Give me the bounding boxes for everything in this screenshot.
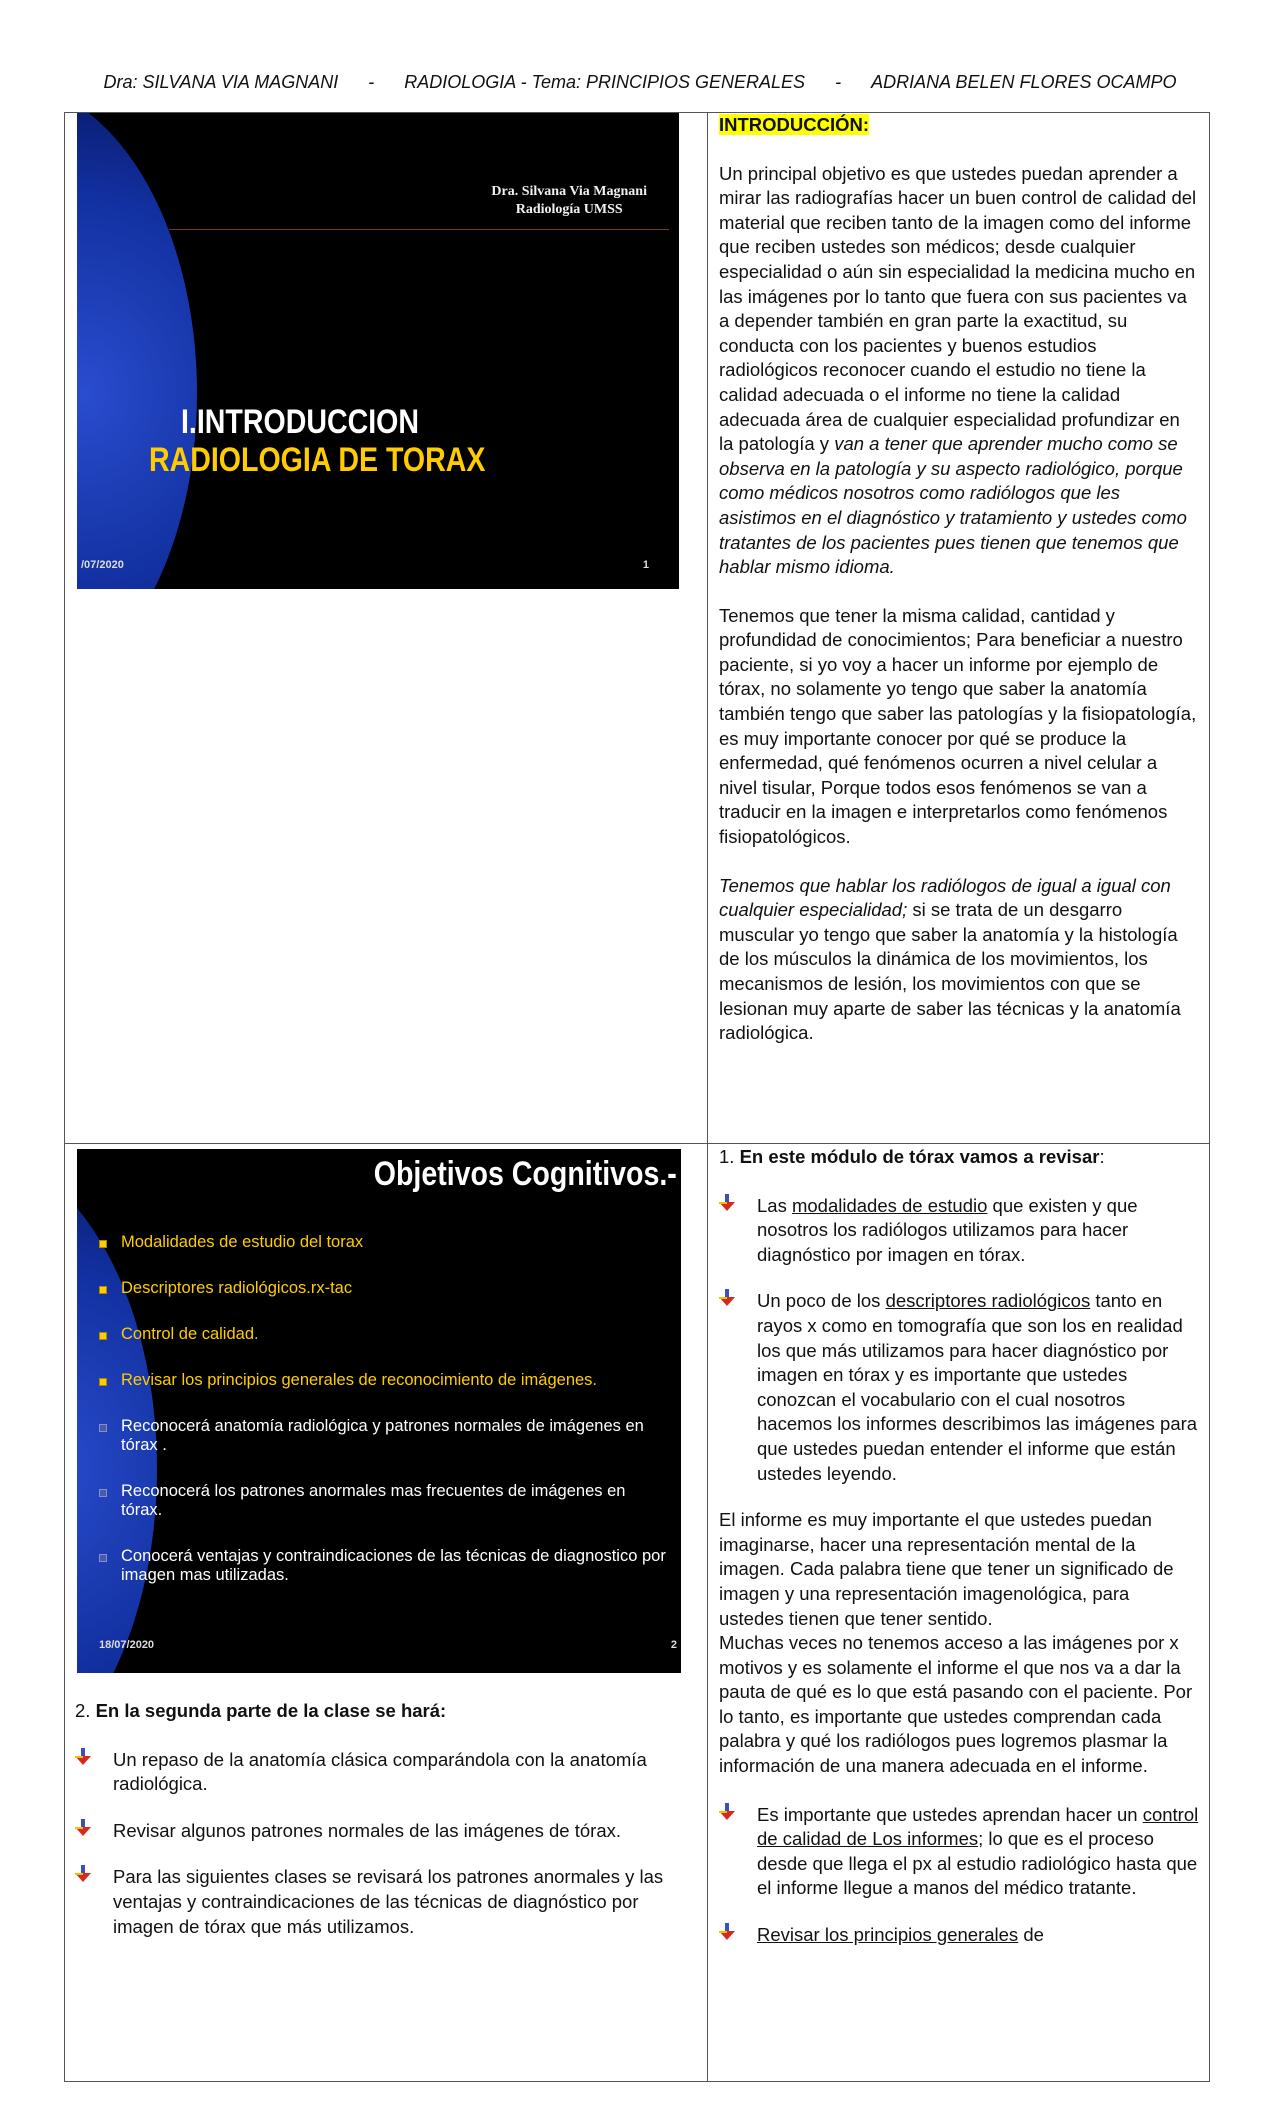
list-item: Es importante que ustedes aprendan hacer un control de calidad de Los informes; lo que es el proceso desde que llega el px al estudio radiológico hasta que el informe llegue a manos del médico tratante. xyxy=(719,1803,1199,1901)
slide-blue-shape xyxy=(77,113,197,589)
slide-1-subtitle: RADIOLOGIA DE TORAX xyxy=(149,441,486,479)
slide-2-date: 18/07/2020 xyxy=(99,1639,155,1651)
list-item: Revisar algunos patrones normales de las imágenes de tórax. xyxy=(75,1819,675,1844)
slide-1-date: /07/2020 xyxy=(81,559,124,571)
bullet-square-icon xyxy=(99,1489,107,1497)
paragraph-veces: Muchas veces no tenemos acceso a las imágenes por x motivos y es solamente el informe el que nos va a dar la pauta de qué es lo que está pasando con el paciente. Por lo tanto, es importante que ustedes comprendan cada palabra y qué los radiólogos pues logremos plasmar la información de una manera adecuada en el informe. xyxy=(719,1632,1193,1777)
bullet-square-icon xyxy=(99,1424,107,1432)
slide-2-title: Objetivos Cognitivos.- xyxy=(373,1155,677,1193)
intro-heading: INTRODUCCIÓN: xyxy=(719,114,870,135)
notes-table xyxy=(64,112,1210,2082)
arrow-bullet-icon xyxy=(719,1289,757,1311)
slide-1-author: Dra. Silvana Via Magnani Radiología UMSS xyxy=(491,184,647,217)
header-sep: - xyxy=(368,72,375,92)
header-topic: RADIOLOGIA - Tema: PRINCIPIOS GENERALES xyxy=(404,72,806,92)
intro-paragraph-3: Tenemos que hablar los radiólogos de igual a igual con cualquier especialidad; si se trata de un desgarro muscular yo tengo que saber la anatomía y la histología de los músculos la dinámica de los movimientos, los mecanismos de lesión, los movimientos con que se lesionan muy aparte de saber las técnicas y la anatomía radiológica. xyxy=(719,874,1181,1044)
bullet-square-icon xyxy=(99,1554,107,1562)
intro-paragraph-2: Tenemos que tener la misma calidad, cantidad y profundidad de conocimientos; Para beneficiar a nuestro paciente, si yo voy a hacer un informe por ejemplo de tórax, no solamente yo tengo que saber la anatomía también tengo que saber las patologías y la fisiopatología, es muy importante conocer por qué se produce la enfermedad, qué fenómenos ocurren a nivel celular a nivel tisular, Porque todos esos fenómenos se van a traducir en la imagen e interpretarlos como fenómenos fisiopatológicos. xyxy=(719,604,1197,848)
intro-cell xyxy=(719,113,1199,1070)
slide-2-item: Control de calidad. xyxy=(99,1325,669,1344)
slide-1-image xyxy=(77,113,679,589)
page-header xyxy=(0,72,1280,93)
arrow-bullet-icon xyxy=(719,1194,757,1216)
row-divider xyxy=(65,1143,1209,1144)
intro-paragraph-1: Un principal objetivo es que ustedes puedan aprender a mirar las radiografías hacer un buen control de calidad del material que reciben tanto de la imagen como del informe que reciben ustedes son médicos; desde cualquier especialidad o aún sin especialidad la medicina mucho en las imágenes por lo tanto que fuera con sus pacientes va a depender también en gran parte la exactitud, su conducta con los pacientes y buenos estudios radiológicos reconocer cuando el estudio no tiene la calidad adecuada o el informe no tiene la calidad adecuada área de cualquier especialidad profundizar en la patología y van a tener que aprender mucho como se observa en la patología y su aspecto radiológico, porque como médicos nosotros como radiólogos que les asistimos en el diagnóstico y tratamiento y ustedes como tratantes de los pacientes pues tienen que tenemos que hablar mismo idioma. xyxy=(719,162,1197,578)
slide-2-item: Reconocerá anatomía radiológica y patrones normales de imágenes en tórax . xyxy=(99,1417,669,1455)
part-1-cell xyxy=(719,1145,1199,1970)
bullet-square-icon xyxy=(99,1332,107,1340)
slide-2-image xyxy=(77,1149,681,1673)
header-student: ADRIANA BELEN FLORES OCAMPO xyxy=(871,72,1177,92)
slide-2-item: Reconocerá los patrones anormales mas frecuentes de imágenes en tórax. xyxy=(99,1482,669,1520)
paragraph-informe: El informe es muy importante el que ustedes puedan imaginarse, hacer una representación mental de la imagen. Cada palabra tiene que tener un significado de imagen y una representación imagenológica, para ustedes tienen que tener sentido. xyxy=(719,1509,1174,1629)
list-item: Para las siguientes clases se revisará los patrones anormales y las ventajas y contraindicaciones de las técnicas de diagnóstico por imagen de tórax que más utilizamos. xyxy=(75,1865,675,1939)
part-2-cell xyxy=(75,1699,675,1961)
slide-2-objectives xyxy=(99,1233,669,1612)
bullet-square-icon xyxy=(99,1378,107,1386)
part-2-heading: 2. En la segunda parte de la clase se hará: xyxy=(75,1700,447,1721)
arrow-bullet-icon xyxy=(75,1819,113,1841)
column-divider xyxy=(707,113,708,2081)
arrow-bullet-icon xyxy=(719,1803,757,1825)
slide-2-item: Conocerá ventajas y contraindicaciones de las técnicas de diagnostico por imagen mas utilizadas. xyxy=(99,1547,669,1585)
slide-1-rule xyxy=(169,229,669,230)
slide-2-item: Descriptores radiológicos.rx-tac xyxy=(99,1279,669,1298)
list-item: Un repaso de la anatomía clásica comparándola con la anatomía radiológica. xyxy=(75,1748,675,1797)
arrow-bullet-icon xyxy=(719,1923,757,1945)
list-item: Las modalidades de estudio que existen y que nosotros los radiólogos utilizamos para hacer diagnóstico por imagen en tórax. xyxy=(719,1194,1199,1268)
arrow-bullet-icon xyxy=(75,1748,113,1770)
list-item: Un poco de los descriptores radiológicos tanto en rayos x como en tomografía que son los en realidad los que más utilizamos para hacer diagnóstico por imagen en tórax y es importante que ustedes conozcan el vocabulario con el cual nosotros hacemos los informes describimos las imágenes para que ustedes puedan entender el informe que están ustedes leyendo. xyxy=(719,1289,1199,1486)
arrow-bullet-icon xyxy=(75,1865,113,1887)
slide-1-title: I.INTRODUCCION xyxy=(181,403,419,441)
bullet-square-icon xyxy=(99,1240,107,1248)
header-author: Dra: SILVANA VIA MAGNANI xyxy=(103,72,339,92)
bullet-square-icon xyxy=(99,1286,107,1294)
list-item: Revisar los principios generales de xyxy=(719,1923,1199,1948)
slide-2-number: 2 xyxy=(670,1639,677,1651)
slide-2-item: Revisar los principios generales de reconocimiento de imágenes. xyxy=(99,1371,669,1390)
slide-1-number: 1 xyxy=(642,559,649,571)
header-sep: - xyxy=(835,72,842,92)
slide-2-item: Modalidades de estudio del torax xyxy=(99,1233,669,1252)
part-1-heading: 1. En este módulo de tórax vamos a revisar: xyxy=(719,1146,1105,1167)
